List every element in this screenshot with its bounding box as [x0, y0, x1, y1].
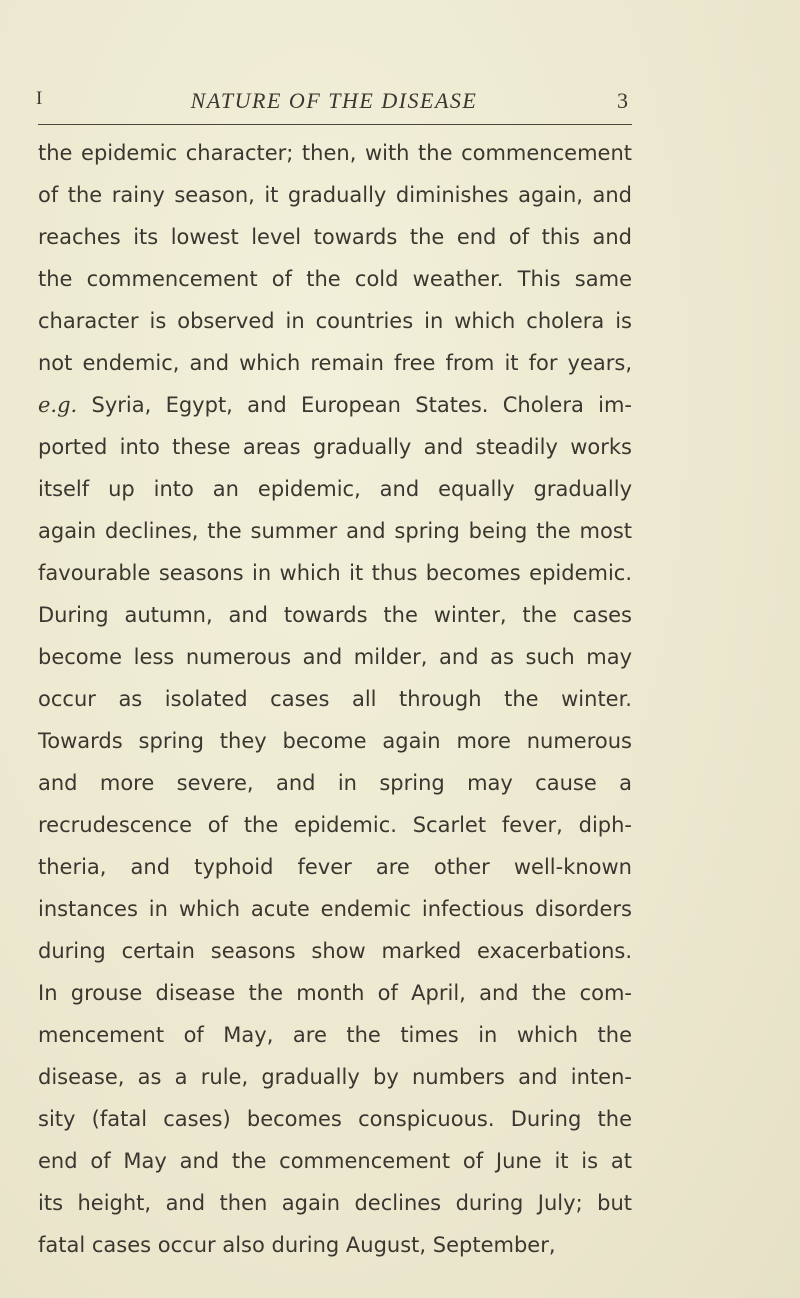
italic-abbreviation: e.g. [38, 393, 78, 417]
text-line-rest: Syria, Egypt, and European States. Cholera im- [77, 393, 632, 417]
text-line: ported into these areas gradually and steadily works [38, 435, 632, 459]
running-title: NATURE OF THE DISEASE [190, 88, 478, 113]
text-line: mencement of May, are the times in which the [38, 1023, 632, 1047]
text-line: recrudescence of the epidemic. Scarlet fever, diph- [38, 813, 632, 837]
text-line: reaches its lowest level towards the end of this and [38, 225, 632, 249]
text-line: instances in which acute endemic infectious disorders [38, 897, 632, 921]
text-line: Towards spring they become again more numerous [38, 729, 632, 753]
text-line: again declines, the summer and spring being the most [38, 519, 632, 543]
page-number: 3 [617, 88, 628, 113]
text-line: In grouse disease the month of April, and the com- [38, 981, 632, 1005]
text-line: fatal cases occur also during August, September, [38, 1233, 556, 1257]
header-rule [38, 124, 632, 125]
text-line [38, 384, 632, 426]
text-line: sity (fatal cases) becomes conspicuous. During the [38, 1107, 632, 1131]
text-line: character is observed in countries in which cholera is [38, 309, 632, 333]
body-text [38, 132, 632, 1266]
text-line: favourable seasons in which it thus becomes epidemic. [38, 561, 632, 585]
text-line: not endemic, and which remain free from it for years, [38, 351, 632, 375]
text-line: during certain seasons show marked exacerbations. [38, 939, 632, 963]
text-line: theria, and typhoid fever are other well-known [38, 855, 632, 879]
text-line: occur as isolated cases all through the winter. [38, 687, 632, 711]
text-line: itself up into an epidemic, and equally gradually [38, 477, 632, 501]
text-line: end of May and the commencement of June it is at [38, 1149, 632, 1173]
text-line: the commencement of the cold weather. This same [38, 267, 632, 291]
text-line: become less numerous and milder, and as such may [38, 645, 632, 669]
text-line: of the rainy season, it gradually diminishes again, and [38, 183, 632, 207]
text-line: During autumn, and towards the winter, the cases [38, 603, 632, 627]
text-line: disease, as a rule, gradually by numbers and inten- [38, 1065, 632, 1089]
chapter-number: I [36, 88, 43, 109]
running-head [36, 88, 632, 118]
text-line: the epidemic character; then, with the commencement [38, 141, 632, 165]
text-line: its height, and then again declines during July; but [38, 1191, 632, 1215]
text-line: and more severe, and in spring may cause a [38, 771, 632, 795]
